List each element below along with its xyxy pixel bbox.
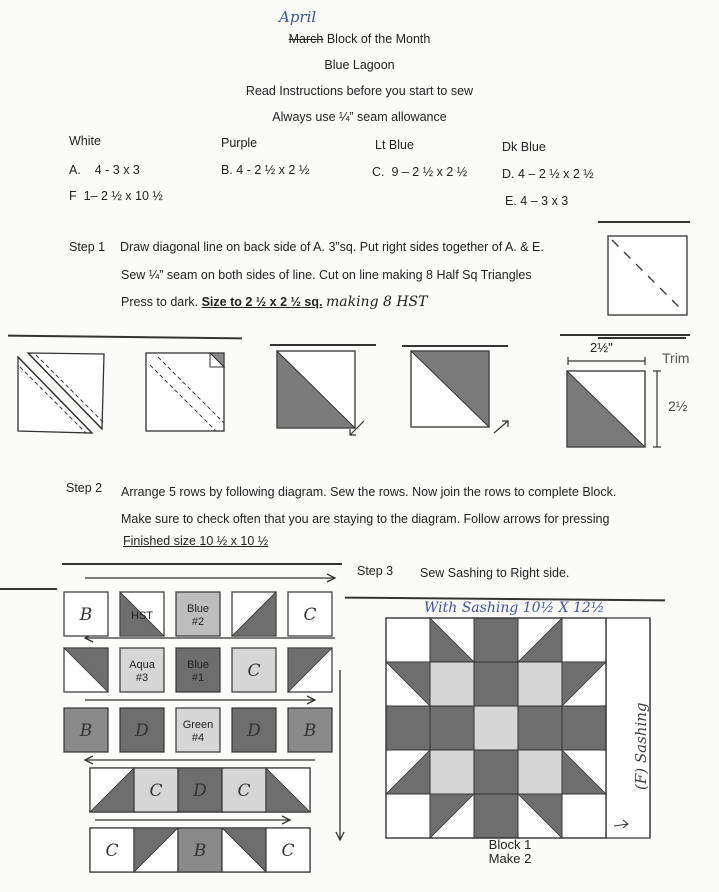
- block-cell-r5-c5: [562, 794, 606, 838]
- row-2-block-2: [120, 648, 164, 692]
- patch-letter-label: C: [237, 781, 251, 801]
- row-2-block-3: [176, 648, 220, 692]
- square-patch: [430, 750, 474, 794]
- patch-fabric-label: #1: [191, 672, 205, 684]
- row-2-block-5: [288, 648, 332, 692]
- step1-line2: Sew ¼” seam on both sides of line. Cut on line making 8 Half Sq Triangles: [121, 268, 532, 282]
- block-caption-line1: Block 1: [488, 837, 532, 852]
- divider: [560, 334, 690, 336]
- divider: [8, 335, 242, 339]
- row-2-block-4: [232, 648, 276, 692]
- block-cell-r5-c1: [386, 794, 430, 838]
- patch-letter-label: D: [247, 721, 261, 741]
- sewn-square-diagram: [140, 345, 240, 445]
- row-4-block-2: [134, 768, 178, 812]
- block-cell-r1-c1: [386, 618, 430, 662]
- patch-fabric-label: Blue: [186, 603, 210, 615]
- sashing-label: (F) Sashing: [632, 702, 650, 790]
- cut-c-spec: 9 – 2 ½ x 2 ½: [391, 165, 468, 179]
- patch-letter-label: C: [281, 841, 295, 861]
- block-cell-r1-c3: [474, 618, 518, 662]
- patch-fabric-label: Blue: [186, 659, 210, 671]
- step2-line2: Make sure to check often that you are staying to the diagram. Follow arrows for pressing: [121, 512, 610, 526]
- step1-size-text: Size to 2 ½ x 2 ½ sq.: [201, 295, 323, 309]
- step3-label: Step 3: [357, 564, 394, 578]
- trim-width-label: 2½": [590, 340, 613, 355]
- fabric-ltblue-heading: Lt Blue: [375, 138, 414, 152]
- row-5-block-5: [266, 828, 310, 872]
- cut-a-spec: 4 - 3 x 3: [94, 163, 140, 177]
- cut-c: [372, 165, 467, 179]
- patch-letter-label: C: [303, 605, 317, 625]
- step1-press-text: Press to dark.: [121, 295, 202, 309]
- block-cell-r4-c4: [518, 750, 562, 794]
- block-cell-r4-c3: [474, 750, 518, 794]
- hst-open-diagram: [402, 345, 512, 445]
- cut-f: [69, 189, 163, 203]
- block-cell-r2-c5: [562, 662, 606, 706]
- cut-e-spec: 4 – 3 x 3: [520, 194, 569, 208]
- block-cell-r5-c3: [474, 794, 518, 838]
- patch-fabric-label: Aqua: [129, 659, 155, 671]
- trim-height-label: 2½: [668, 398, 688, 414]
- cut-d-letter: D.: [502, 167, 515, 181]
- row-1-block-3: [176, 592, 220, 636]
- cut-b-letter: B.: [221, 163, 233, 177]
- step1-line1: Draw diagonal line on back side of A. 3”sq. Put right sides together of A. & E.: [120, 240, 544, 254]
- block-cell-r4-c1: [386, 750, 430, 794]
- square-patch: [518, 662, 562, 706]
- finished-block-diagram: [380, 614, 670, 844]
- row-2-block-1: [64, 648, 108, 692]
- row-3-block-2: [120, 708, 164, 752]
- step2-label: Step 2: [66, 481, 103, 495]
- cut-c-letter: C.: [372, 165, 385, 179]
- step2-line1: Arrange 5 rows by following diagram. Sew the rows. Now join the rows to complete Block.: [121, 485, 617, 499]
- row-1-block-5: [288, 592, 332, 636]
- struck-month: March: [288, 32, 324, 46]
- block-cell-r1-c5: [562, 618, 606, 662]
- block-cell-r4-c5: [562, 750, 606, 794]
- block-cell-r1-c4: [518, 618, 562, 662]
- patch-letter-label: C: [247, 661, 261, 681]
- block-cell-r3-c5: [562, 706, 606, 750]
- instruction-read: Read Instructions before you start to sew: [245, 84, 474, 98]
- row-layout-diagram: [0, 570, 350, 892]
- cut-a: [69, 163, 140, 177]
- square-patch: [562, 706, 606, 750]
- row-5-block-2: [134, 828, 178, 872]
- handwritten-month: April: [279, 8, 317, 26]
- row-3-block-5: [288, 708, 332, 752]
- patch-fabric-label: HST: [131, 610, 153, 622]
- square-patch: [474, 794, 518, 838]
- row-4-block-5: [266, 768, 310, 812]
- block-cell-r2-c2: [430, 662, 474, 706]
- row-1-block-4: [232, 592, 276, 636]
- row-5-block-3: [178, 828, 222, 872]
- row-4-block-1: [90, 768, 134, 812]
- patch-letter-label: C: [105, 841, 119, 861]
- cut-e: [505, 194, 568, 208]
- finished-size: Finished size 10 ½ x 10 ½: [123, 534, 269, 548]
- step1-label: Step 1: [69, 240, 106, 254]
- patch-letter-label: B: [79, 605, 93, 625]
- patch-letter-label: B: [79, 721, 93, 741]
- square-patch: [518, 750, 562, 794]
- patch-fabric-label: #2: [191, 616, 205, 628]
- row-5-block-1: [90, 828, 134, 872]
- square-patch: [474, 750, 518, 794]
- pattern-name: Blue Lagoon: [324, 58, 395, 72]
- block-cell-r2-c4: [518, 662, 562, 706]
- square-patch: [474, 706, 518, 750]
- block-cell-r3-c3: [474, 706, 518, 750]
- block-cell-r2-c3: [474, 662, 518, 706]
- block-caption-line2: Make 2: [488, 851, 532, 866]
- patch-fabric-label: Green: [182, 719, 214, 731]
- row-4-block-3: [178, 768, 222, 812]
- row-3-block-4: [232, 708, 276, 752]
- patch-fabric-label: #4: [191, 732, 205, 744]
- row-1-block-1: [64, 592, 108, 636]
- fabric-white-heading: White: [69, 134, 101, 148]
- cut-d: [502, 167, 594, 181]
- step1-handwritten-note: making 8 HST: [325, 294, 428, 310]
- row-3-block-1: [64, 708, 108, 752]
- fabric-dkblue-heading: Dk Blue: [502, 140, 546, 154]
- drawn-diagonal-square-diagram: [600, 225, 710, 340]
- square-patch: [474, 662, 518, 706]
- block-cell-r1-c2: [430, 618, 474, 662]
- fabric-purple-heading: Purple: [221, 136, 258, 150]
- square-patch: [562, 794, 606, 838]
- square-patch: [474, 618, 518, 662]
- patch-letter-label: C: [149, 781, 163, 801]
- cut-f-spec: 1– 2 ½ x 10 ½: [83, 189, 163, 203]
- overlapping-squares-diagram: [14, 345, 114, 445]
- cut-e-letter: E.: [505, 194, 517, 208]
- block-cell-r4-c2: [430, 750, 474, 794]
- instruction-seam: Always use ¼” seam allowance: [272, 110, 447, 124]
- square-patch: [386, 618, 430, 662]
- square-patch: [386, 794, 430, 838]
- divider: [598, 337, 686, 339]
- cut-b-spec: 4 - 2 ½ x 2 ½: [236, 163, 310, 177]
- cut-a-letter: A.: [69, 163, 81, 177]
- divider: [598, 221, 690, 223]
- press-arrow-icon: [494, 421, 508, 433]
- block-cell-r3-c4: [518, 706, 562, 750]
- cut-f-letter: F: [69, 189, 77, 203]
- patch-fabric-label: #3: [135, 672, 149, 684]
- cut-d-spec: 4 – 2 ½ x 2 ½: [517, 167, 594, 181]
- square-patch: [518, 706, 562, 750]
- hst-pressed-diagram: [270, 345, 380, 445]
- block-cell-r5-c2: [430, 794, 474, 838]
- block-cell-r2-c1: [386, 662, 430, 706]
- block-cell-r3-c2: [430, 706, 474, 750]
- trim-label: Trim: [662, 350, 690, 366]
- row-1-block-2: [120, 592, 164, 636]
- handwritten-block-size: With Sashing 10½ X 12½: [424, 600, 605, 616]
- divider: [62, 563, 342, 565]
- step3-text: Sew Sashing to Right side.: [420, 566, 570, 580]
- patch-letter-label: B: [193, 841, 207, 861]
- square-patch: [430, 662, 474, 706]
- row-5-block-4: [222, 828, 266, 872]
- cut-b: [221, 163, 309, 177]
- page-title: [0, 32, 719, 46]
- trimmed-hst-diagram: [560, 340, 719, 450]
- block-cell-r5-c4: [518, 794, 562, 838]
- row-3-block-3: [176, 708, 220, 752]
- patch-letter-label: D: [135, 721, 149, 741]
- square-patch: [430, 706, 474, 750]
- step1-line3: [121, 294, 427, 310]
- patch-letter-label: B: [303, 721, 317, 741]
- row-4-block-4: [222, 768, 266, 812]
- square-patch: [386, 706, 430, 750]
- patch-letter-label: D: [193, 781, 207, 801]
- square-patch: [562, 618, 606, 662]
- title-text: Block of the Month: [323, 32, 431, 46]
- block-cell-r3-c1: [386, 706, 430, 750]
